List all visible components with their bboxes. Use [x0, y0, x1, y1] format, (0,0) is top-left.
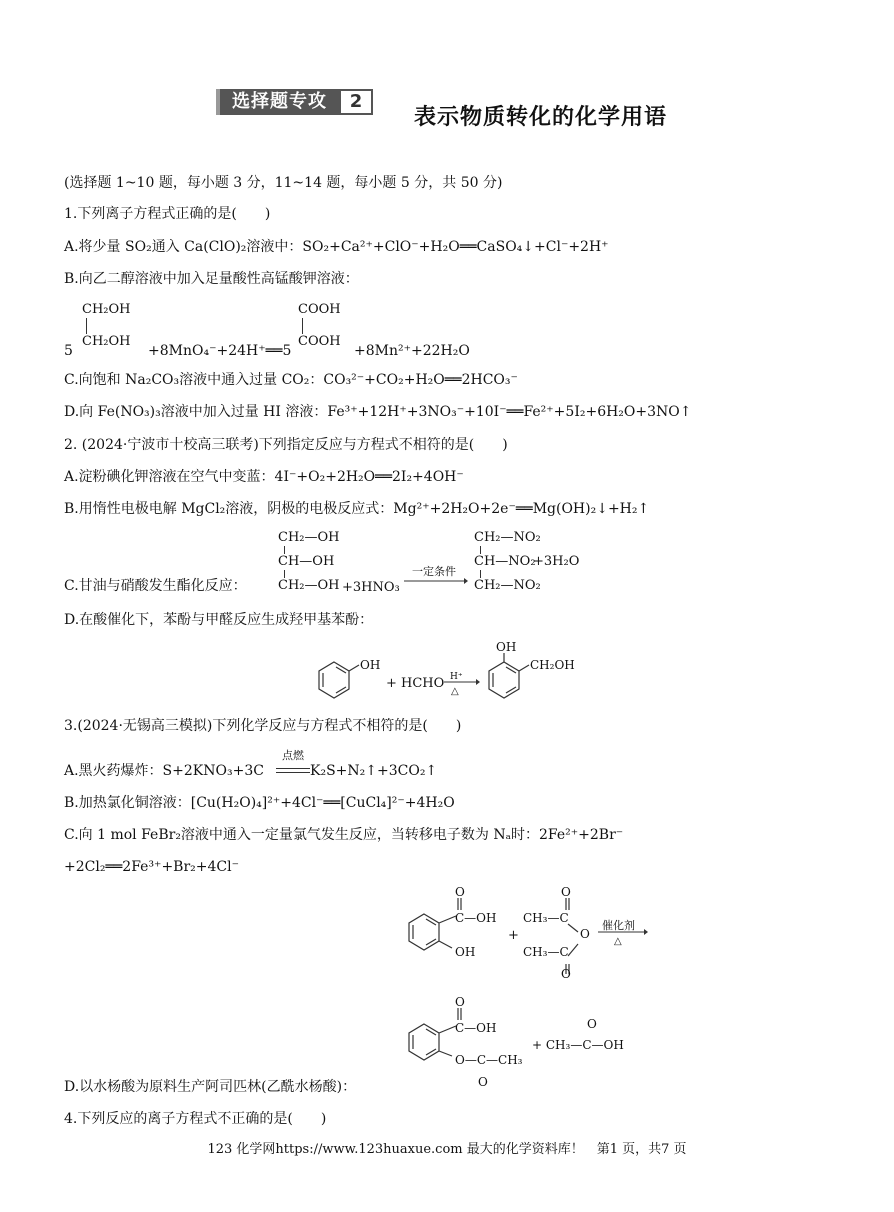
- q2-option-c: C.甘油与硝酸发生酯化反应：: [64, 578, 247, 594]
- q1-option-b: B.向乙二醇溶液中加入足量酸性高锰酸钾溶液：: [64, 271, 359, 287]
- q2c-p2-tail: +3H₂O: [533, 554, 580, 569]
- q3d-product-cooh: C—OH: [455, 1021, 497, 1035]
- q2d-product-ch2oh: CH₂OH: [530, 658, 575, 672]
- q2c-condition: 一定条件: [412, 565, 456, 578]
- q2c-arrow: [404, 576, 468, 586]
- q1-option-c: C.向饱和 Na₂CO₃溶液中通入过量 CO₂：CO₃²⁻+CO₂+H₂O══2HCO₃⁻: [64, 372, 518, 388]
- q3d-ch3c-top: CH₃—C: [523, 911, 569, 925]
- q2d-product-oh: OH: [496, 640, 517, 654]
- page-title: 表示物质转化的化学用语: [414, 105, 668, 130]
- q2c-bond2: [284, 570, 285, 578]
- q2c-r1: CH₂—OH: [278, 530, 340, 545]
- q3d-ch3c-bottom: CH₃—C: [523, 945, 569, 959]
- q3d-plus: +: [508, 928, 519, 943]
- q3d-o-1: O: [455, 885, 465, 899]
- q3-option-c-1: C.向 1 mol FeBr₂溶液中通入一定量氯气发生反应，当转移电子数为 Nₐ时：2Fe²⁺+2Br⁻: [64, 827, 624, 843]
- q2-option-b: B.用惰性电极电解 MgCl₂溶液，阴极的电极反应式：Mg²⁺+2H₂O+2e⁻══Mg(OH)₂↓+H₂↑: [64, 501, 650, 517]
- q2-option-a: A.淀粉碘化钾溶液在空气中变蓝：4I⁻+O₂+2H₂O══2I₂+4OH⁻: [64, 469, 464, 485]
- q2d-cond-top: H⁺: [450, 672, 463, 682]
- q3d-o-4: O: [455, 995, 465, 1009]
- q1b-product-bottom: COOH: [298, 334, 341, 349]
- q3d-oh: OH: [455, 945, 476, 959]
- q3d-o-5: O: [478, 1075, 488, 1089]
- q1b-bond-left: [86, 318, 87, 334]
- badge-number: 2: [339, 89, 373, 115]
- q2c-reagent: +3HNO₃: [342, 580, 400, 595]
- q3d-o-6: O: [587, 1017, 597, 1031]
- q2d-reaction-diagram: [312, 640, 622, 706]
- q3a-condition: 点燃: [282, 749, 304, 762]
- q3a-equals: [276, 768, 310, 773]
- q3-option-d: D.以水杨酸为原料生产阿司匹林(乙酰水杨酸)：: [64, 1079, 357, 1095]
- q1b-product-top: COOH: [298, 302, 341, 317]
- q1b-reactant-bottom: CH₂OH: [82, 334, 131, 349]
- q2d-plus-hcho: + HCHO: [386, 676, 445, 691]
- salicylic-ring: [409, 898, 461, 950]
- page-footer: 123 化学网https://www.123huaxue.com 最大的化学资料库！ 第1 页，共7 页: [207, 1142, 687, 1157]
- intro-text: (选择题 1~10 题，每小题 3 分，11~14 题，每小题 5 分，共 50 分): [64, 175, 503, 191]
- q2c-r2: CH—OH: [278, 554, 335, 569]
- q2c-pbond2: [480, 570, 481, 578]
- q3-option-b: B.加热氯化铜溶液：[Cu(H₂O)₄]²⁺+4Cl⁻══[CuCl₄]²⁻+4H₂O: [64, 795, 455, 811]
- q3-stem: 3.(2024·无锡高三模拟)下列化学反应与方程式不相符的是( ): [64, 718, 462, 734]
- q2-stem: 2. (2024·宁波市十校高三联考)下列指定反应与方程式不相符的是( ): [64, 437, 508, 453]
- q1b-bond-right: [302, 318, 303, 334]
- q2c-p3: CH₂—NO₂: [474, 578, 541, 593]
- q3d-heat: △: [614, 936, 622, 947]
- q3-option-c-2: +2Cl₂══2Fe³⁺+Br₂+4Cl⁻: [64, 859, 239, 875]
- q4-stem: 4.下列反应的离子方程式不正确的是( ): [64, 1111, 327, 1127]
- q3d-acetic-acid: + CH₃—C—OH: [532, 1038, 624, 1052]
- q3d-catalyst: 催化剂: [602, 919, 635, 932]
- aspirin-ring: [409, 1008, 461, 1060]
- q3d-o-3: O: [561, 967, 571, 981]
- q1-option-a: A.将少量 SO₂通入 Ca(ClO)₂溶液中：SO₂+Ca²⁺+ClO⁻+H₂O══CaSO₄↓+Cl⁻+2H⁺: [64, 239, 609, 255]
- q2c-r3: CH₂—OH: [278, 578, 340, 593]
- product-ring: [489, 653, 529, 698]
- q2c-p2: CH—NO₂: [474, 554, 536, 569]
- q3d-bridge-o: O: [580, 927, 590, 941]
- q3-option-a-pre: A.黑火药爆炸：S+2KNO₃+3C: [64, 763, 264, 779]
- badge-label: 选择题专攻: [216, 89, 339, 115]
- q1-option-d: D.向 Fe(NO₃)₃溶液中加入过量 HI 溶液：Fe³⁺+12H⁺+3NO₃⁻+10I⁻══Fe²⁺+5I₂+6H₂O+3NO↑: [64, 404, 692, 420]
- q2d-oh: OH: [360, 658, 381, 672]
- q2c-p1: CH₂—NO₂: [474, 530, 541, 545]
- q1b-coef: 5: [64, 343, 73, 359]
- q2d-cond-bottom: △: [451, 686, 459, 697]
- q3d-o-2: O: [561, 885, 571, 899]
- q3-option-a-post: K₂S+N₂↑+3CO₂↑: [310, 763, 438, 779]
- q2c-pbond1: [480, 546, 481, 554]
- q1b-mid: +8MnO₄⁻+24H⁺══5: [148, 343, 292, 359]
- q2-option-d: D.在酸催化下，苯酚与甲醛反应生成羟甲基苯酚：: [64, 612, 374, 628]
- phenol-ring: [319, 662, 359, 698]
- q3d-cooh: C—OH: [455, 911, 497, 925]
- q3d-ester: O—C—CH₃: [455, 1053, 523, 1067]
- q1b-reactant-top: CH₂OH: [82, 302, 131, 317]
- q1-stem: 1.下列离子方程式正确的是( ): [64, 206, 271, 222]
- section-badge: [216, 89, 373, 115]
- q1b-tail: +8Mn²⁺+22H₂O: [354, 343, 470, 359]
- q2c-bond1: [284, 546, 285, 554]
